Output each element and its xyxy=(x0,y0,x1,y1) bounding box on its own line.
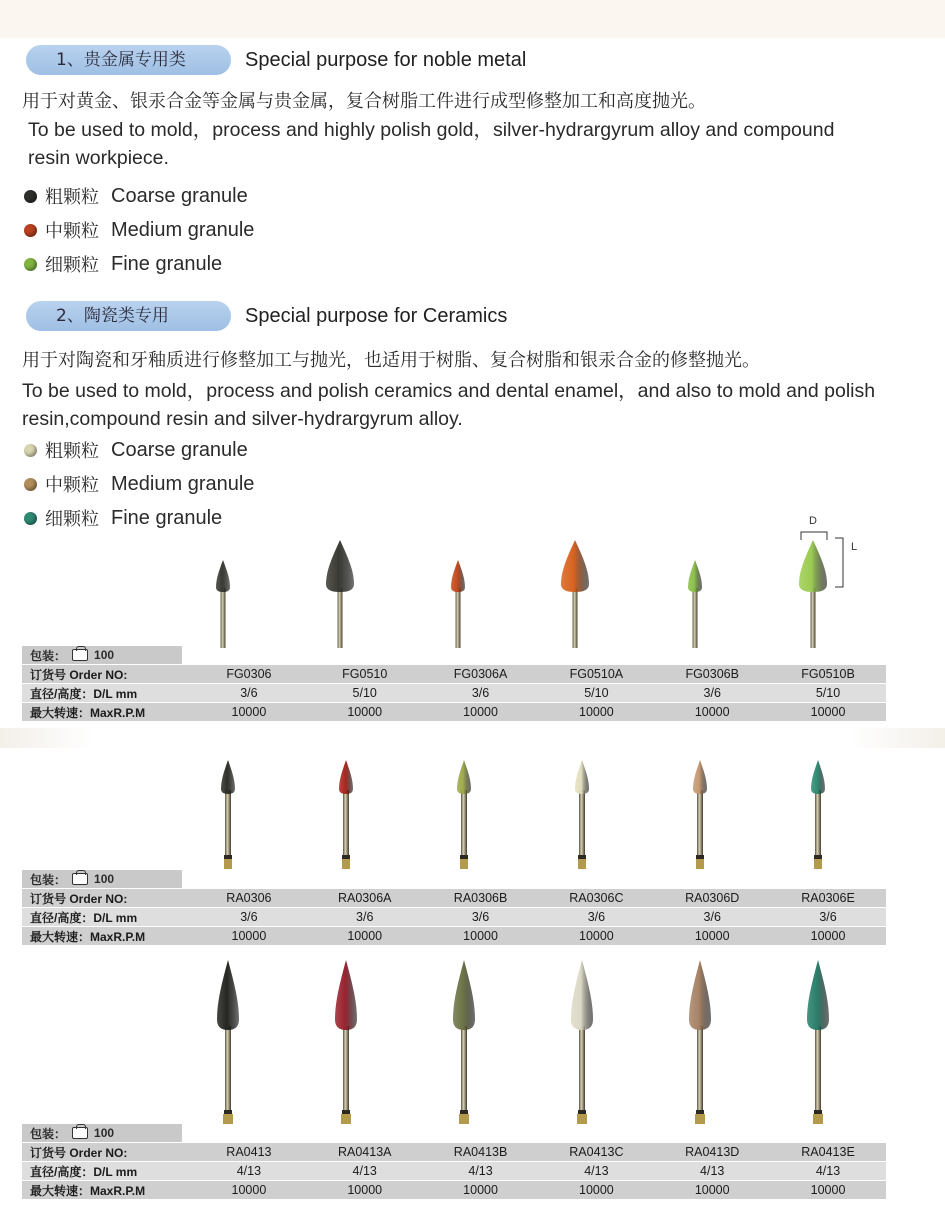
bur-fg0510a xyxy=(557,540,593,650)
order-cell: RA0413C xyxy=(569,1145,624,1159)
bur-head xyxy=(561,540,589,592)
grain-dot xyxy=(24,478,37,491)
grain-dot xyxy=(24,224,37,237)
dimension-d-label: D xyxy=(809,515,817,527)
section-2-desc-en: To be used to mold，process and polish ceramics and dental enamel，and also to mold and polish resin,compound resin and silver-hydrargyrum alloy. xyxy=(22,380,876,430)
rpm-cell: 10000 xyxy=(347,929,383,943)
dl-row xyxy=(22,908,886,926)
bur-ra0306d xyxy=(685,760,715,875)
dimension-l-label: L xyxy=(851,541,858,553)
dl-cell: 5/10 xyxy=(584,686,609,700)
dl-label: 直径/高度：D/L mm xyxy=(30,1164,138,1179)
rpm-cell: 10000 xyxy=(579,929,614,943)
bur-base xyxy=(459,1114,469,1124)
dl-cell: 4/13 xyxy=(352,1164,377,1178)
order-cell: RA0413B xyxy=(453,1145,508,1159)
bur-shank xyxy=(221,588,226,648)
package-label: 包装： xyxy=(30,648,67,663)
bur-shank xyxy=(579,1026,585,1112)
bur-head xyxy=(807,960,829,1030)
divider-gap xyxy=(0,728,945,748)
bur-shank xyxy=(579,790,585,857)
rpm-cell: 10000 xyxy=(231,1183,267,1197)
rpm-cell: 10000 xyxy=(810,1183,846,1197)
bur-shank xyxy=(338,588,343,648)
bur-base xyxy=(696,859,704,869)
bur-shank xyxy=(697,1026,703,1112)
order-cell: RA0306E xyxy=(801,891,855,905)
rpm-cell: 10000 xyxy=(694,705,730,719)
grain-dot xyxy=(24,190,37,203)
section-1-pill: 1、贵金属专用类 xyxy=(26,45,231,75)
rpm-cell: 10000 xyxy=(463,705,498,719)
bur-head xyxy=(221,760,235,794)
bur-head xyxy=(216,560,230,592)
grain-dot xyxy=(24,444,37,457)
order-cell: RA0306D xyxy=(685,891,740,905)
grain-en: Coarse granule xyxy=(111,438,248,461)
bur-head xyxy=(689,960,711,1030)
dl-cell: 5/10 xyxy=(352,686,377,700)
grain-en: Medium granule xyxy=(111,218,255,241)
bur-collar xyxy=(460,855,468,859)
bur-collar xyxy=(224,855,232,859)
section-1-header xyxy=(26,45,526,75)
section-2-header xyxy=(26,301,507,331)
bur-collar xyxy=(578,855,586,859)
dl-cell: 4/13 xyxy=(236,1164,262,1178)
bur-collar xyxy=(460,1110,468,1114)
grain-item xyxy=(24,179,254,213)
bur-shank xyxy=(815,790,821,857)
dl-label: 直径/高度：D/L mm xyxy=(30,686,138,701)
bur-collar xyxy=(342,855,350,859)
rpm-row xyxy=(22,927,886,945)
bur-base xyxy=(342,859,350,869)
bur-head xyxy=(326,540,354,592)
package-row xyxy=(22,1124,182,1142)
bur-head xyxy=(811,760,825,794)
ra-small-spec-table xyxy=(22,870,886,946)
bur-ra0306a xyxy=(331,760,361,875)
bur-shank xyxy=(693,588,698,648)
bur-shank xyxy=(225,1026,231,1112)
dl-cell: 3/6 xyxy=(703,686,721,700)
grain-cn: 粗颗粒 xyxy=(45,187,99,208)
bur-head xyxy=(693,760,707,794)
grain-item xyxy=(24,467,254,501)
section-1-desc-en: To be used to mold，process and highly polish gold，silver-hydrargyrum alloy and compound resin workpiece. xyxy=(28,119,835,169)
bur-head xyxy=(575,760,589,794)
package-row xyxy=(22,646,182,664)
package-label: 包装： xyxy=(30,872,67,887)
dl-cell: 4/13 xyxy=(700,1164,725,1178)
package-qty: 100 xyxy=(94,1126,115,1140)
order-cell: RA0306C xyxy=(569,891,624,905)
package-box-icon xyxy=(72,873,88,885)
bur-shank xyxy=(573,588,578,648)
grain-dot xyxy=(24,258,37,271)
order-label: 订货号 Order NO: xyxy=(30,1145,128,1160)
bur-collar xyxy=(814,1110,822,1114)
package-box-icon xyxy=(72,1127,88,1139)
grain-item xyxy=(24,213,254,247)
order-cell: RA0413A xyxy=(337,1145,392,1159)
bur-shank xyxy=(343,790,349,857)
dl-cell: 3/6 xyxy=(471,910,490,924)
bur-ra0413d xyxy=(683,960,717,1130)
bur-head xyxy=(453,960,475,1030)
bur-head xyxy=(451,560,465,592)
order-cell: FG0510 xyxy=(342,667,388,681)
section-2-pill: 2、陶瓷类专用 xyxy=(26,301,231,331)
bur-collar xyxy=(224,1110,232,1114)
bur-fg0510 xyxy=(322,540,358,650)
dimension-l-bracket xyxy=(835,538,843,587)
order-label: 订货号 Order NO: xyxy=(30,891,128,906)
grain-cn: 中颗粒 xyxy=(45,475,99,496)
bur-shank xyxy=(461,1026,467,1112)
bur-collar xyxy=(342,1110,350,1114)
rpm-row xyxy=(22,703,886,721)
bur-base xyxy=(813,1114,823,1124)
grain-item xyxy=(24,433,254,467)
grain-item xyxy=(24,247,254,281)
package-box-icon xyxy=(72,649,88,661)
bur-shank xyxy=(343,1026,349,1112)
dl-cell: 3/6 xyxy=(703,910,721,924)
dl-cell: 3/6 xyxy=(819,910,837,924)
order-row xyxy=(22,889,886,907)
grain-en: Fine granule xyxy=(111,506,223,529)
dl-cell: 4/13 xyxy=(815,1164,841,1178)
grain-en: Coarse granule xyxy=(111,184,248,207)
bur-ra0306e xyxy=(803,760,833,875)
section-2-grain-list xyxy=(24,433,254,535)
rpm-label: 最大转速：MaxR.P.M xyxy=(30,705,146,720)
dimension-d-bracket xyxy=(801,532,827,540)
bur-base xyxy=(223,1114,233,1124)
dl-cell: 3/6 xyxy=(240,910,258,924)
bur-base xyxy=(578,859,586,869)
bur-head xyxy=(688,560,702,592)
bur-ra0413 xyxy=(211,960,245,1130)
dl-cell: 5/10 xyxy=(815,686,841,700)
order-cell: RA0413 xyxy=(226,1145,272,1159)
order-label: 订货号 Order NO: xyxy=(30,667,128,682)
order-cell: FG0306A xyxy=(453,667,508,681)
rpm-cell: 10000 xyxy=(810,705,846,719)
rpm-cell: 10000 xyxy=(579,705,614,719)
dl-cell: 4/13 xyxy=(584,1164,609,1178)
dl-label: 直径/高度：D/L mm xyxy=(30,910,138,925)
rpm-row xyxy=(22,1181,886,1199)
rpm-cell: 10000 xyxy=(231,705,267,719)
dl-cell: 3/6 xyxy=(587,910,606,924)
grain-en: Medium granule xyxy=(111,472,255,495)
rpm-label: 最大转速：MaxR.P.M xyxy=(30,1183,146,1198)
grain-cn: 中颗粒 xyxy=(45,221,99,242)
rpm-cell: 10000 xyxy=(347,705,383,719)
bur-collar xyxy=(696,855,704,859)
rpm-cell: 10000 xyxy=(463,929,498,943)
bur-base xyxy=(224,859,232,869)
package-qty: 100 xyxy=(94,648,115,662)
grain-cn: 细颗粒 xyxy=(45,509,99,530)
grain-cn: 细颗粒 xyxy=(45,255,99,276)
bur-base xyxy=(341,1114,351,1124)
order-row xyxy=(22,665,886,683)
bur-shank xyxy=(225,790,231,857)
bur-head xyxy=(799,540,827,592)
order-cell: RA0413D xyxy=(685,1145,740,1159)
bur-collar xyxy=(696,1110,704,1114)
rpm-cell: 10000 xyxy=(579,1183,614,1197)
grain-cn: 粗颗粒 xyxy=(45,441,99,462)
fg-spec-table xyxy=(22,646,886,722)
rpm-cell: 10000 xyxy=(463,1183,498,1197)
bur-shank xyxy=(697,790,703,857)
dl-cell: 3/6 xyxy=(240,686,258,700)
package-row xyxy=(22,870,182,888)
bur-fg0306b xyxy=(680,560,710,650)
bur-head xyxy=(457,760,471,794)
section-1-title: Special purpose for noble metal xyxy=(245,48,527,71)
package-qty: 100 xyxy=(94,872,115,886)
bur-shank xyxy=(461,790,467,857)
dl-row xyxy=(22,684,886,702)
order-cell: FG0306 xyxy=(226,667,272,681)
bur-base xyxy=(814,859,822,869)
section-2-desc-cn: 用于对陶瓷和牙釉质进行修整加工与抛光，也适用于树脂、复合树脂和银汞合金的修整抛光。 xyxy=(22,350,760,371)
bur-shank xyxy=(815,1026,821,1112)
bur-base xyxy=(577,1114,587,1124)
dl-cell: 3/6 xyxy=(471,686,490,700)
top-band xyxy=(0,0,945,38)
order-row xyxy=(22,1143,886,1161)
order-cell: FG0510A xyxy=(569,667,624,681)
order-cell: RA0306A xyxy=(337,891,392,905)
bur-head xyxy=(571,960,593,1030)
package-label: 包装： xyxy=(30,1126,67,1141)
dl-row xyxy=(22,1162,886,1180)
bur-ra0306c xyxy=(567,760,597,875)
bur-head xyxy=(339,760,353,794)
order-cell: RA0413E xyxy=(801,1145,855,1159)
grain-item xyxy=(24,501,254,535)
rpm-cell: 10000 xyxy=(694,1183,730,1197)
bur-collar xyxy=(814,855,822,859)
bur-ra0306 xyxy=(213,760,243,875)
order-cell: RA0306B xyxy=(453,891,508,905)
bur-base xyxy=(695,1114,705,1124)
rpm-cell: 10000 xyxy=(231,929,267,943)
section-1-grain-list xyxy=(24,179,254,281)
bur-shank xyxy=(456,588,461,648)
ra-large-spec-table xyxy=(22,1124,886,1200)
bur-fg0306a xyxy=(443,560,473,650)
bur-base xyxy=(460,859,468,869)
bur-collar xyxy=(578,1110,586,1114)
order-cell: FG0510B xyxy=(801,667,855,681)
grain-en: Fine granule xyxy=(111,252,223,275)
order-cell: RA0306 xyxy=(226,891,272,905)
bur-ra0413b xyxy=(447,960,481,1130)
section-1-desc-cn: 用于对黄金、银汞合金等金属与贵金属，复合树脂工件进行成型修整加工和高度抛光。 xyxy=(22,91,706,112)
bur-head xyxy=(335,960,357,1030)
bur-ra0413a xyxy=(329,960,363,1130)
bur-fg0306 xyxy=(208,560,238,650)
rpm-cell: 10000 xyxy=(810,929,846,943)
bur-head xyxy=(217,960,239,1030)
bur-fg0510b xyxy=(795,540,831,650)
bur-shank xyxy=(811,588,816,648)
order-cell: FG0306B xyxy=(685,667,739,681)
grain-dot xyxy=(24,512,37,525)
bur-ra0413e xyxy=(801,960,835,1130)
section-2-title: Special purpose for Ceramics xyxy=(245,304,508,327)
bur-ra0413c xyxy=(565,960,599,1130)
dl-cell: 4/13 xyxy=(468,1164,493,1178)
rpm-cell: 10000 xyxy=(347,1183,383,1197)
rpm-label: 最大转速：MaxR.P.M xyxy=(30,929,146,944)
rpm-cell: 10000 xyxy=(694,929,730,943)
bur-ra0306b xyxy=(449,760,479,875)
dl-cell: 3/6 xyxy=(356,910,374,924)
